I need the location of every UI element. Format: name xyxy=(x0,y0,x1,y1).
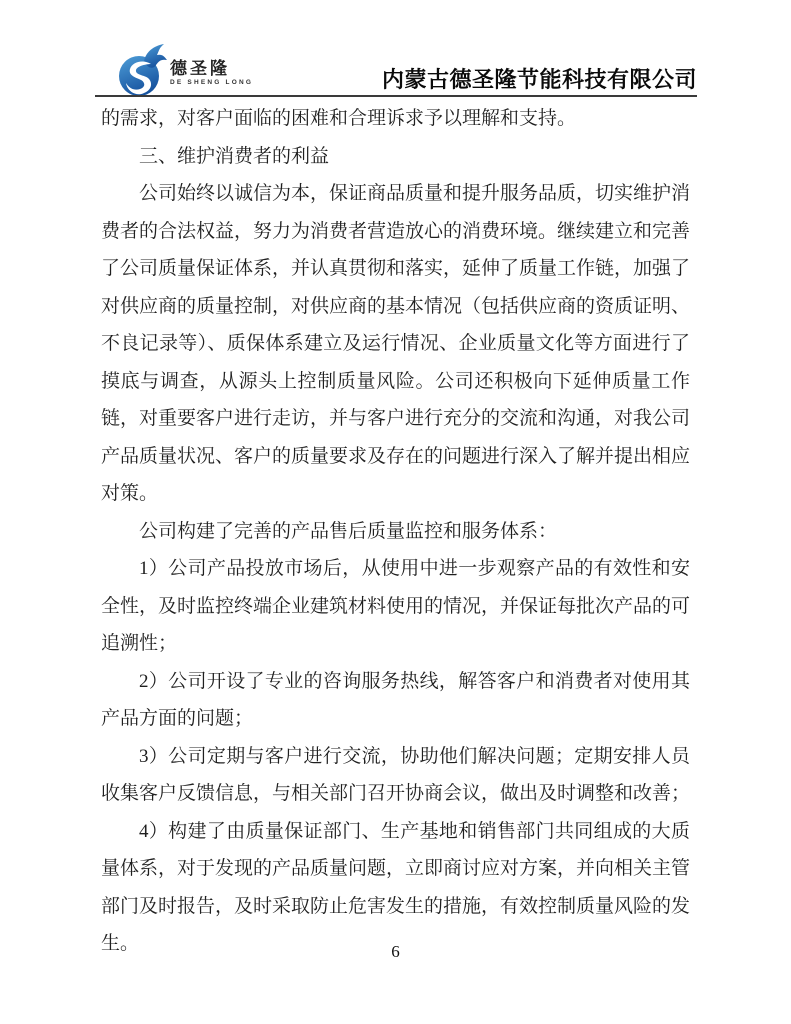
logo-chinese-name: 德圣隆 xyxy=(170,58,230,78)
paragraph-continuation: 的需求，对客户面临的困难和合理诉求予以理解和支持。 xyxy=(101,108,577,129)
paragraph-aftersales-intro: 公司构建了完善的产品售后质量监控和服务体系： xyxy=(139,520,558,542)
section-heading: 三、维护消费者的利益 xyxy=(139,145,330,167)
list-item-1: 1）公司产品投放市场后，从使用中进一步观察产品的有效性和安全性，及时监控终端企业建筑材料使用的情况，并保证每批次产品的可追溯性； xyxy=(101,558,691,654)
header-divider xyxy=(95,95,697,97)
list-item-2: 2）公司开设了专业的咨询服务热线，解答客户和消费者对使用其产品方面的问题； xyxy=(101,670,690,729)
page-footer xyxy=(0,941,791,963)
page-number: 6 xyxy=(391,942,400,961)
paragraph-quality-system: 公司始终以诚信为本，保证商品质量和提升服务品质，切实维护消费者的合法权益，努力为消费者营造放心的消费环境。继续建立和完善了公司质量保证体系，并认真贯彻和落实，延伸了质量工作链，加强了对供应商的质量控制，对供应商的基本情况（包括供应商的资质证明、不良记录等）、质保体系建立及运行情况、企业质量文化等方面进行了摸底与调查，从源头上控制质量风险。公司还积极向下延伸质量工作链，对重要客户进行走访，并与客户进行充分的交流和沟通，对我公司产品质量状况、客户的质量要求及存在的问题进行深入了解并提出相应对策。 xyxy=(101,183,691,504)
list-item-4: 4）构建了由质量保证部门、生产基地和销售部门共同组成的大质量体系，对于发现的产品质量问题，立即商讨应对方案，并向相关主管部门及时报告，及时采取防止危害发生的措施，有效控制质量风险的发生。 xyxy=(101,820,691,954)
document-body xyxy=(101,100,690,963)
list-item-3: 3）公司定期与客户进行交流，协助他们解决问题；定期安排人员收集客户反馈信息，与相关部门召开协商会议，做出及时调整和改善； xyxy=(101,745,691,804)
company-name: 内蒙古德圣隆节能科技有限公司 xyxy=(381,67,697,92)
logo-english-name: DE SHENG LONG xyxy=(170,78,254,86)
